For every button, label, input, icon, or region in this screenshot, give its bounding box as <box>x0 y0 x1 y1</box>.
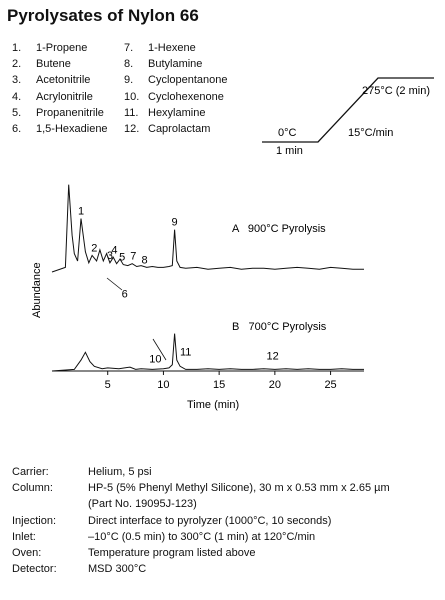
condition-value: Direct interface to pyrolyzer (1000°C, 10 seconds) <box>88 514 332 527</box>
x-axis <box>52 371 364 391</box>
x-tick-label: 25 <box>324 379 337 391</box>
condition-value: HP-5 (5% Phenyl Methyl Silicone), 30 m x 0.53 mm x 2.65 µm <box>88 482 390 495</box>
peak-label-a-9: 9 <box>171 216 178 229</box>
condition-label: Injection: <box>12 514 57 527</box>
compound-name: Acrylonitrile <box>36 90 93 103</box>
compound-name: Propanenitrile <box>36 106 104 119</box>
chromatogram-a <box>52 185 364 301</box>
condition-row <box>12 513 390 529</box>
compound-number: 10. <box>124 90 140 103</box>
peak-label-a-1: 1 <box>77 205 85 218</box>
compound-name: Butene <box>36 58 71 71</box>
condition-value: MSD 300°C <box>88 563 147 576</box>
temp-final-label: 275°C (2 min) <box>362 85 430 97</box>
condition-label <box>12 496 88 512</box>
series-a-title: A 900°C Pyrolysis <box>232 223 326 235</box>
chromatogram-b <box>52 334 364 371</box>
peak-label-b-11: 11 <box>179 346 192 359</box>
peak-label-a-4: 4 <box>111 244 118 257</box>
compound-number: 8. <box>124 58 134 71</box>
condition-label: Column: <box>12 482 53 495</box>
compound-name: 1-Propene <box>36 42 88 54</box>
condition-row <box>12 480 390 496</box>
trace-b-line <box>52 334 364 371</box>
temp-hold-label: 1 min <box>276 145 303 157</box>
temp-rate-label: 15°C/min <box>348 127 394 139</box>
condition-row <box>12 545 390 561</box>
peak-label-b-10: 10 <box>149 353 162 366</box>
compound-name: Butylamine <box>148 58 203 71</box>
compound-number: 2. <box>12 58 22 71</box>
peak-label-a-3: 3 <box>106 249 113 262</box>
compound-number: 12. <box>124 123 140 136</box>
condition-label: Oven: <box>12 547 42 560</box>
peak-label-a-5: 5 <box>119 251 126 264</box>
condition-value: –10°C (0.5 min) to 300°C (1 min) at 120°C/min <box>88 530 316 543</box>
condition-label: Inlet: <box>12 530 36 543</box>
compound-number: 4. <box>12 90 22 103</box>
condition-row <box>12 496 390 512</box>
peak-6-leader-line <box>107 278 122 290</box>
condition-label: Carrier: <box>12 466 49 478</box>
compound-name: Caprolactam <box>148 123 211 136</box>
compound-number: 5. <box>12 106 22 119</box>
temperature-program <box>262 78 434 157</box>
condition-label: Detector: <box>12 563 57 576</box>
compound-number: 6. <box>12 123 22 136</box>
condition-value: (Part No. 19095J-123) <box>88 498 197 511</box>
condition-value: Helium, 5 psi <box>88 466 152 478</box>
peak-label-b-12: 12 <box>266 350 279 363</box>
compound-name: Hexylamine <box>148 106 206 119</box>
x-tick-label: 15 <box>213 379 226 391</box>
compound-name: Cyclopentanone <box>148 74 228 87</box>
compound-number: 11. <box>124 106 139 119</box>
condition-row <box>12 464 390 480</box>
condition-row <box>12 561 390 577</box>
x-tick-label: 10 <box>157 379 170 391</box>
temp-initial-label: 0°C <box>278 127 297 139</box>
figure-title: Pyrolysates of Nylon 66 <box>7 6 199 25</box>
condition-value: Temperature program listed above <box>88 547 256 560</box>
compound-name: Acetonitrile <box>36 74 91 87</box>
peak-label-a-6: 6 <box>121 288 128 301</box>
x-tick-label: 5 <box>104 379 111 391</box>
y-axis-label: Abundance <box>31 262 43 318</box>
peak-label-a-7: 7 <box>130 250 137 263</box>
x-tick-label: 20 <box>268 379 281 391</box>
peak-label-a-8: 8 <box>141 254 148 267</box>
run-conditions <box>12 464 390 577</box>
compound-number: 1. <box>12 42 22 54</box>
condition-row <box>12 529 390 545</box>
x-axis-label: Time (min) <box>187 399 240 411</box>
compound-name: Cyclohexenone <box>148 90 224 103</box>
peak-label-a-2: 2 <box>91 242 98 255</box>
compound-number: 3. <box>12 74 22 87</box>
compound-number: 7. <box>124 42 134 54</box>
compound-number: 9. <box>124 74 134 87</box>
compound-name: 1-Hexene <box>148 42 196 54</box>
series-b-title: B 700°C Pyrolysis <box>232 321 327 333</box>
compound-name: 1,5-Hexadiene <box>36 123 108 136</box>
